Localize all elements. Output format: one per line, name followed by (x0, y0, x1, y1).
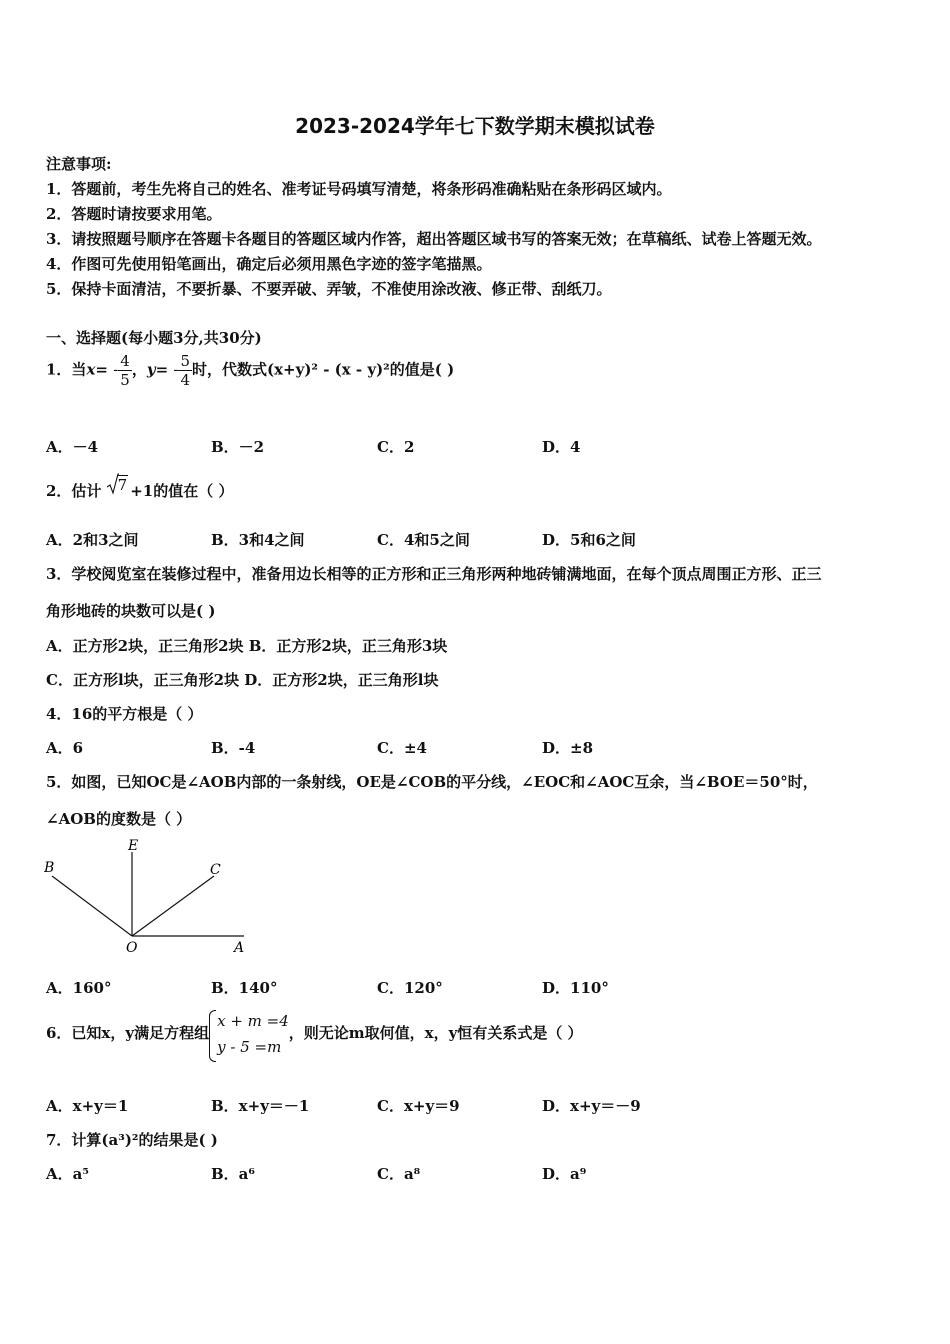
q5-option-b[interactable]: B．140° (211, 979, 278, 997)
ray-oc (132, 876, 214, 936)
notes-heading: 注意事项: (46, 155, 112, 173)
q2-option-b[interactable]: B．3和4之间 (211, 531, 305, 549)
q7-option-a[interactable]: A．a⁵ (46, 1165, 89, 1183)
ray-ob (52, 876, 132, 936)
q1-minus: - (113, 360, 119, 379)
label-a: A (234, 940, 245, 956)
note-item: 4．作图可先使用铅笔画出，确定后必须用黑色字迹的签字笔描黑。 (46, 255, 492, 273)
sqrt-symbol (107, 476, 129, 494)
q5-line-1: 5．如图，已知OC是∠AOB内部的一条射线，OE是∠COB的平分线，∠EOC和∠AOC互余，当∠BOE＝50°时， (46, 773, 818, 791)
q1-fraction-2 (178, 352, 192, 389)
q7-option-d[interactable]: D．a⁹ (542, 1165, 587, 1183)
q1-frac2-numerator: 5 (180, 352, 190, 370)
q2-pre: 2．估计 (46, 482, 102, 500)
q3-options-cd[interactable]: C．正方形l块，正三角形2块 D．正方形2块，正三角形l块 (46, 671, 439, 689)
q1-comma: ， (131, 360, 147, 379)
question-6 (46, 1008, 583, 1060)
q1-rest: 时，代数式(x+y)² - (x - y)²的值是( ) (192, 360, 455, 379)
q2-option-a[interactable]: A．2和3之间 (46, 531, 139, 549)
note-item: 5．保持卡面清洁，不要折暴、不要弄破、弄皱，不准使用涂改液、修正带、刮纸刀。 (46, 280, 612, 298)
q5-option-a[interactable]: A．160° (46, 979, 112, 997)
note-item: 2．答题时请按要求用笔。 (46, 205, 222, 223)
q4-option-b[interactable]: B．-4 (211, 739, 256, 757)
label-c: C (210, 862, 221, 878)
q7-option-b[interactable]: B．a⁶ (211, 1165, 255, 1183)
q6-option-c[interactable]: C．x+y＝9 (377, 1097, 460, 1115)
q3-line-1: 3．学校阅览室在装修过程中，准备用边长相等的正方形和正三角形两种地砖铺满地面，在每个顶点周围正方形、正三 (46, 565, 822, 583)
q1-frac2-denominator: 4 (180, 371, 190, 389)
q6-pre: 6．已知x，y满足方程组 (46, 1024, 210, 1042)
q6-option-d[interactable]: D．x+y＝－9 (542, 1097, 641, 1115)
note-item: 1．答题前，考生先将自己的姓名、准考证号码填写清楚，将条形码准确粘贴在条形码区域内。 (46, 180, 672, 198)
q1-frac1-denominator: 5 (120, 371, 130, 389)
q6-equation-2: y - 5 =m (217, 1038, 282, 1056)
question-4: 4．16的平方根是（ ） (46, 705, 203, 723)
q5-option-d[interactable]: D．110° (542, 979, 609, 997)
q7-option-c[interactable]: C．a⁸ (377, 1165, 421, 1183)
q1-option-a[interactable]: A．－4 (46, 438, 99, 456)
q1-option-b[interactable]: B．－2 (211, 438, 265, 456)
q1-var-x: x (86, 360, 96, 379)
angle-figure (44, 838, 254, 958)
q2-radicand: 7 (117, 476, 128, 494)
q6-option-b[interactable]: B．x+y＝－1 (211, 1097, 310, 1115)
question-7: 7．计算(a³)²的结果是( ) (46, 1131, 218, 1149)
q6-option-a[interactable]: A．x+y＝1 (46, 1097, 129, 1115)
question-2 (46, 476, 233, 501)
label-e: E (128, 838, 139, 854)
q1-equals: = (95, 360, 108, 379)
q4-option-a[interactable]: A．6 (46, 739, 84, 757)
q1-option-d[interactable]: D．4 (542, 438, 581, 456)
q1-equals-2: = (155, 360, 169, 379)
q3-line-2: 角形地砖的块数可以是( ) (46, 602, 216, 620)
q6-equation-1: x + m =4 (217, 1012, 289, 1030)
q1-var-y: y (146, 360, 156, 379)
page-title: 2023-2024学年七下数学期末模拟试卷 (295, 114, 655, 138)
q3-options-ab[interactable]: A．正方形2块，正三角形2块 B．正方形2块，正三角形3块 (46, 637, 448, 655)
radical-icon (107, 473, 119, 495)
brace-icon (209, 1010, 216, 1062)
label-o: O (126, 940, 138, 956)
section-heading: 一、选择题(每小题3分,共30分) (46, 329, 262, 347)
q4-option-c[interactable]: C．±4 (377, 739, 427, 757)
q2-option-d[interactable]: D．5和6之间 (542, 531, 636, 549)
label-b: B (44, 860, 55, 876)
question-1 (46, 352, 454, 389)
q2-option-c[interactable]: C．4和5之间 (377, 531, 470, 549)
q5-line-2: ∠AOB的度数是（ ） (46, 810, 192, 828)
q2-post: +1的值在（ ） (130, 482, 234, 500)
q5-option-c[interactable]: C．120° (377, 979, 443, 997)
equation-system (209, 1008, 289, 1060)
q1-number: 1．当 (46, 360, 87, 379)
note-item: 3．请按照题号顺序在答题卡各题目的答题区域内作答，超出答题区域书写的答案无效；在草稿纸、试卷上答题无效。 (46, 230, 822, 248)
q1-option-c[interactable]: C．2 (377, 438, 415, 456)
q4-option-d[interactable]: D．±8 (542, 739, 594, 757)
q6-post: ，则无论m取何值，x，y恒有关系式是（ ） (288, 1024, 583, 1042)
q1-frac1-numerator: 4 (120, 352, 130, 370)
q1-minus-2: - (173, 360, 179, 379)
q1-fraction-1 (118, 352, 132, 389)
